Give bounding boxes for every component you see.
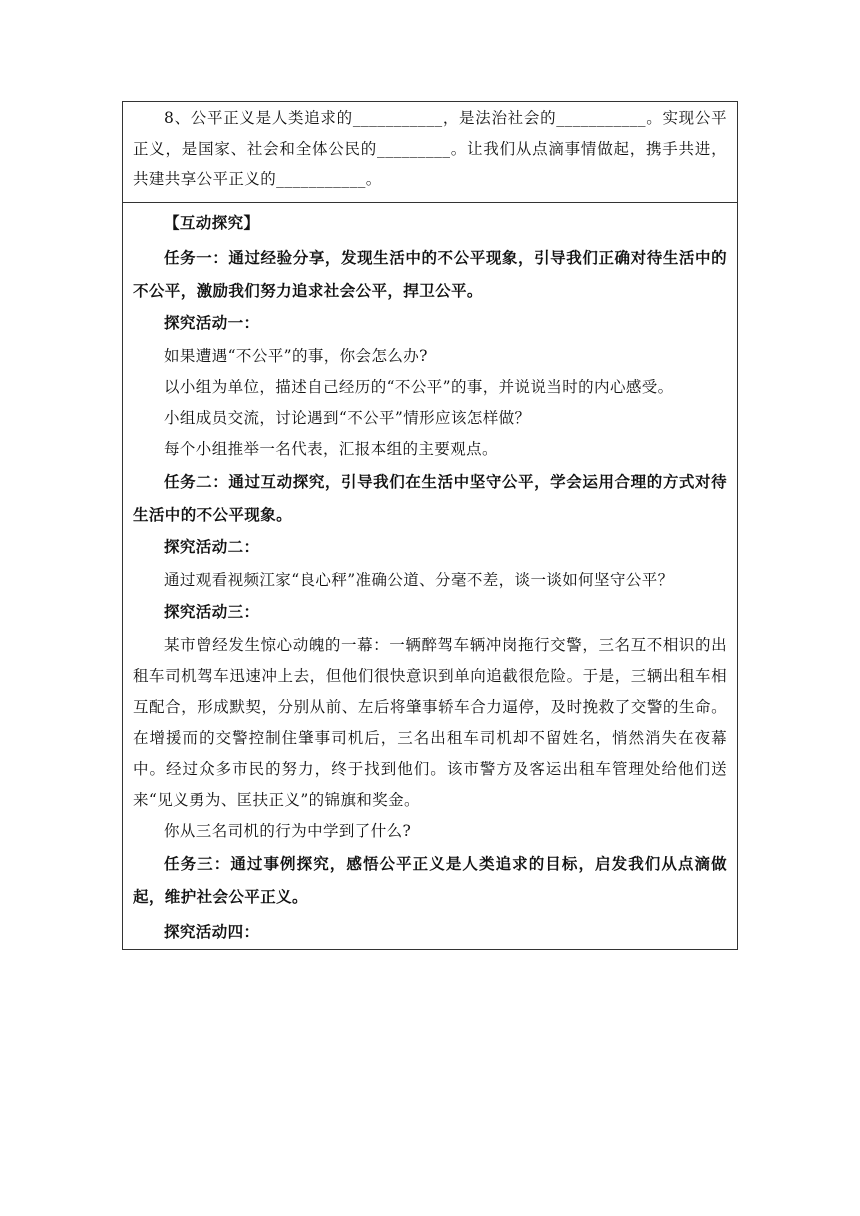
task-1: 任务一：通过经验分享，发现生活中的不公平现象，引导我们正确对待生活中的不公平，激励我们努力追求社会公平，捍卫公平。 [133, 247, 727, 300]
question-8-cell [123, 102, 737, 203]
activity-1-line: 以小组为单位，描述自己经历的“不公平”的事，并说说当时的内心感受。 [164, 377, 674, 396]
question-8-part-5: 。 [365, 170, 382, 188]
answer-blank-2: ___________ [556, 109, 646, 127]
activity-3-title: 探究活动三： [164, 601, 260, 621]
activity-1-line: 每个小组推举一名代表，汇报本组的主要观点。 [164, 439, 498, 458]
activity-2-text: 通过观看视频江家“良心秤”准确公道、分毫不差，谈一谈如何坚守公平？ [164, 570, 674, 589]
interactive-inquiry-cell [123, 203, 737, 949]
activity-2-title: 探究活动二： [164, 536, 260, 556]
worksheet-table [122, 101, 738, 950]
activity-4-title: 探究活动四： [164, 921, 260, 941]
question-8-part-1: 8、公平正义是人类追求的 [164, 109, 353, 127]
question-8-text [133, 103, 727, 195]
activity-3-question: 你从三名司机的行为中学到了什么? [164, 821, 412, 840]
activity-1-line: 小组成员交流，讨论遇到“不公平”情形应该怎样做？ [164, 408, 531, 427]
task-3: 任务三：通过事例探究，感悟公平正义是人类追求的目标，启发我们从点滴做起，维护社会公平正义。 [133, 853, 727, 906]
answer-blank-3: _________ [377, 139, 451, 158]
answer-blank-1: ___________ [352, 109, 443, 127]
section-title: 【互动探究】 [164, 212, 260, 232]
activity-1-line: 如果遭遇“不公平”的事，你会怎么办? [164, 346, 428, 365]
activity-1-title: 探究活动一： [164, 312, 260, 332]
task-2: 任务二：通过互动探究，引导我们在生活中坚守公平，学会运用合理的方式对待生活中的不公平现象。 [133, 471, 727, 524]
question-8-part-2: ，是法治社会的 [442, 109, 557, 127]
activity-3-story: 某市曾经发生惊心动魄的一幕：一辆醉驾车辆冲岗拖行交警，三名互不相识的出租车司机驾车迅速冲上去，但他们很快意识到单向追截很危险。于是，三辆出租车相互配合，形成默契，分别从前、左后将肇事轿车合力逼停，及时挽救了交警的生命。在增援而的交警控制住肇事司机后，三名出租车司机却不留姓名，悄然消失在夜幕中。经过众多市民的努力，终于找到他们。该市警方及客运出租车管理处给他们送来“见义勇为、匡扶正义”的锦旗和奖金。 [133, 635, 727, 809]
question-8-part-3: 。实现公平正义，是国家、社会和全体公民的 [133, 109, 727, 158]
question-8-part-4: 。让我们从点滴事情做起，携手共进，共建共享公平正义的 [133, 139, 727, 188]
answer-blank-4: ___________ [276, 170, 366, 188]
